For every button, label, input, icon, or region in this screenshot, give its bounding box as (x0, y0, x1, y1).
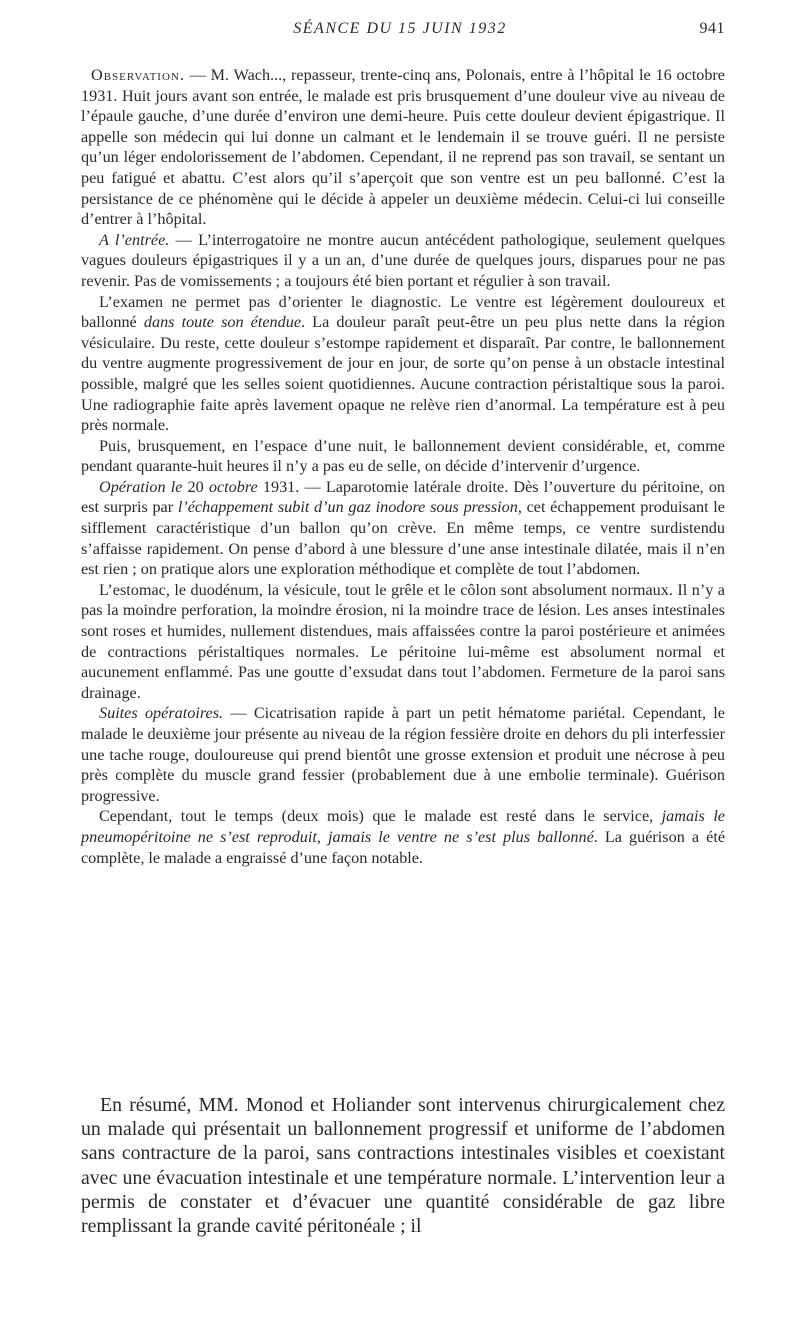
sudden-paragraph (81, 436, 725, 477)
outcome-text-2: , (316, 827, 328, 846)
running-head (0, 20, 800, 44)
exam-text-italic: dans toute son étendue (143, 313, 302, 332)
outcome-text-3: . La guérison a été complète, le malade a engraissé d’une façon notable. (81, 827, 726, 867)
observation-text: — M. Wach..., repasseur, trente-cinq ans, Polonais, entre à l’hôpital le 16 octobre 1931. Huit jours avant son entrée, le malade est pris brusquement d’une douleur vive au niveau de l’épaule gauche, d’une durée d’environ une demi-heure. Puis cette douleur devient épigastrique. Il appelle son médecin qui lui donne un calmant et le lendemain il se trouve guéri. Il ne persiste qu’un léger endolorissement de l’abdomen. Cependant, il ne reprend pas son travail, se sentant un peu fatigué et abattu. C’est alors qu’il s’aperçoit que son ventre est un peu ballonné. C’est la persistance de ce phénomène qui le décide à appeler un deuxième médecin. Celui-ci lui conseille d’entrer à l’hôpital. (81, 66, 725, 229)
outcome-italic-2: jamais le ventre ne s’est plus ballonné (327, 827, 594, 846)
entry-label: A l’entrée. (99, 230, 170, 249)
summary-section (81, 1093, 725, 1238)
operation-label-c: octobre (208, 477, 258, 496)
operation-paragraph (81, 477, 725, 580)
outcome-text-1: Cependant, tout le temps (deux mois) que le malade est resté dans le service, (99, 807, 662, 826)
postop-paragraph (81, 703, 725, 806)
entry-paragraph (81, 230, 725, 292)
summary-paragraph: En résumé, MM. Monod et Holiander sont intervenus chirurgicalement chez un malade qui présentait un ballonnement progressif et uniforme de l’abdomen sans contracture de la paroi, sans contractions intestinales visibles et coexistant avec une évacuation intestinale et une température normale. L’intervention leur a permis de constater et d’évacuer une quantité considérable de gaz libre remplissant la grande cavité péritonéale ; il (81, 1094, 725, 1238)
observation-paragraph (81, 65, 725, 230)
running-title: SÉANCE DU 15 JUIN 1932 (293, 20, 507, 37)
operation-text-2: , cet échappement produisant le sifflement caractéristique d’un ballon qu’on crève. En même temps, ce ventre surdistendu s’affaisse rapidement. On pense d’abord à une blessure d’une anse intestinale dilatée, mais il n’en est rien ; on pratique alors une exploration méthodique et complète de tout l’abdomen. (81, 498, 725, 579)
entry-text: — L’interrogatoire ne montre aucun antécédent pathologique, seulement quelques vagues douleurs épigastriques il y a un an, d’une durée de quelques jours, disparues pour ne pas revenir. Pas de vomissements ; a toujours été bien portant et régulier à son travail. (81, 230, 725, 290)
findings-text: L’estomac, le duodénum, la vésicule, tout le grêle et le côlon sont absolument normaux. Il n’y a pas la moindre perforation, la moindre érosion, ni la moindre trace de lésion. Les anses intestinales sont roses et humides, nullement distendues, mais affaissées contre la paroi postérieure et animées de contractions péristaltiques normales. Le péritoine lui-même est absolument normal et aucunement enflammé. Pas une goutte d’exsudat dans tout l’abdomen. Fermeture de la paroi sans drainage. (81, 580, 725, 702)
exam-text-before: L’examen ne permet pas d’orienter le diagnostic. Le ventre est légèrement douloureux et ballonné (81, 292, 725, 332)
page-number: 941 (699, 20, 725, 37)
operation-label-d: 1931. (257, 477, 300, 496)
exam-paragraph (81, 292, 725, 436)
observation-label: Observation. (91, 66, 185, 84)
exam-text-after: . La douleur paraît peut-être un peu plus nette dans la région vésiculaire. Du reste, cette douleur s’estompe rapidement et disparaît. Par contre, le ballonnement du ventre augmente progressivement de jour en jour, de sorte qu’on pense à un obstacle intestinal possible, malgré que les selles soient quotidiennes. Aucune contraction péristaltique sous la paroi. Une radiographie faite après lavement opaque ne relève rien d’anormal. La température est à peu près normale. (81, 313, 725, 435)
sudden-text: Puis, brusquement, en l’espace d’une nuit, le ballonnement devient considérable, et, comme pendant quarante-huit heures il n’y a pas eu de selle, on décide d’intervenir d’urgence. (81, 436, 725, 476)
postop-text: — Cicatrisation rapide à part un petit hématome pariétal. Cependant, le malade le deuxième jour présente au niveau de la région fessière droite en dehors du pli interfessier une tache rouge, douloureuse qui prend bientôt une grosse extension et produit une nécrose à peu près complète du muscle grand fessier (probablement due à une embolie terminale). Guérison progressive. (81, 704, 725, 805)
operation-text-1: — Laparotomie latérale droite. Dès l’ouverture du péritoine, on est surpris par (81, 477, 726, 517)
outcome-paragraph (81, 806, 725, 868)
operation-text-italic: l’échappement subit d’un gaz inodore sous pression (177, 498, 518, 517)
postop-label: Suites opératoires. (99, 704, 224, 723)
operation-label-a: Opération le (99, 477, 183, 496)
outcome-italic-1: jamais le pneumopéritoine ne s’est reproduit (81, 807, 725, 846)
findings-paragraph (81, 580, 725, 704)
operation-label-b: 20 (182, 477, 209, 496)
observation-section (81, 65, 725, 868)
